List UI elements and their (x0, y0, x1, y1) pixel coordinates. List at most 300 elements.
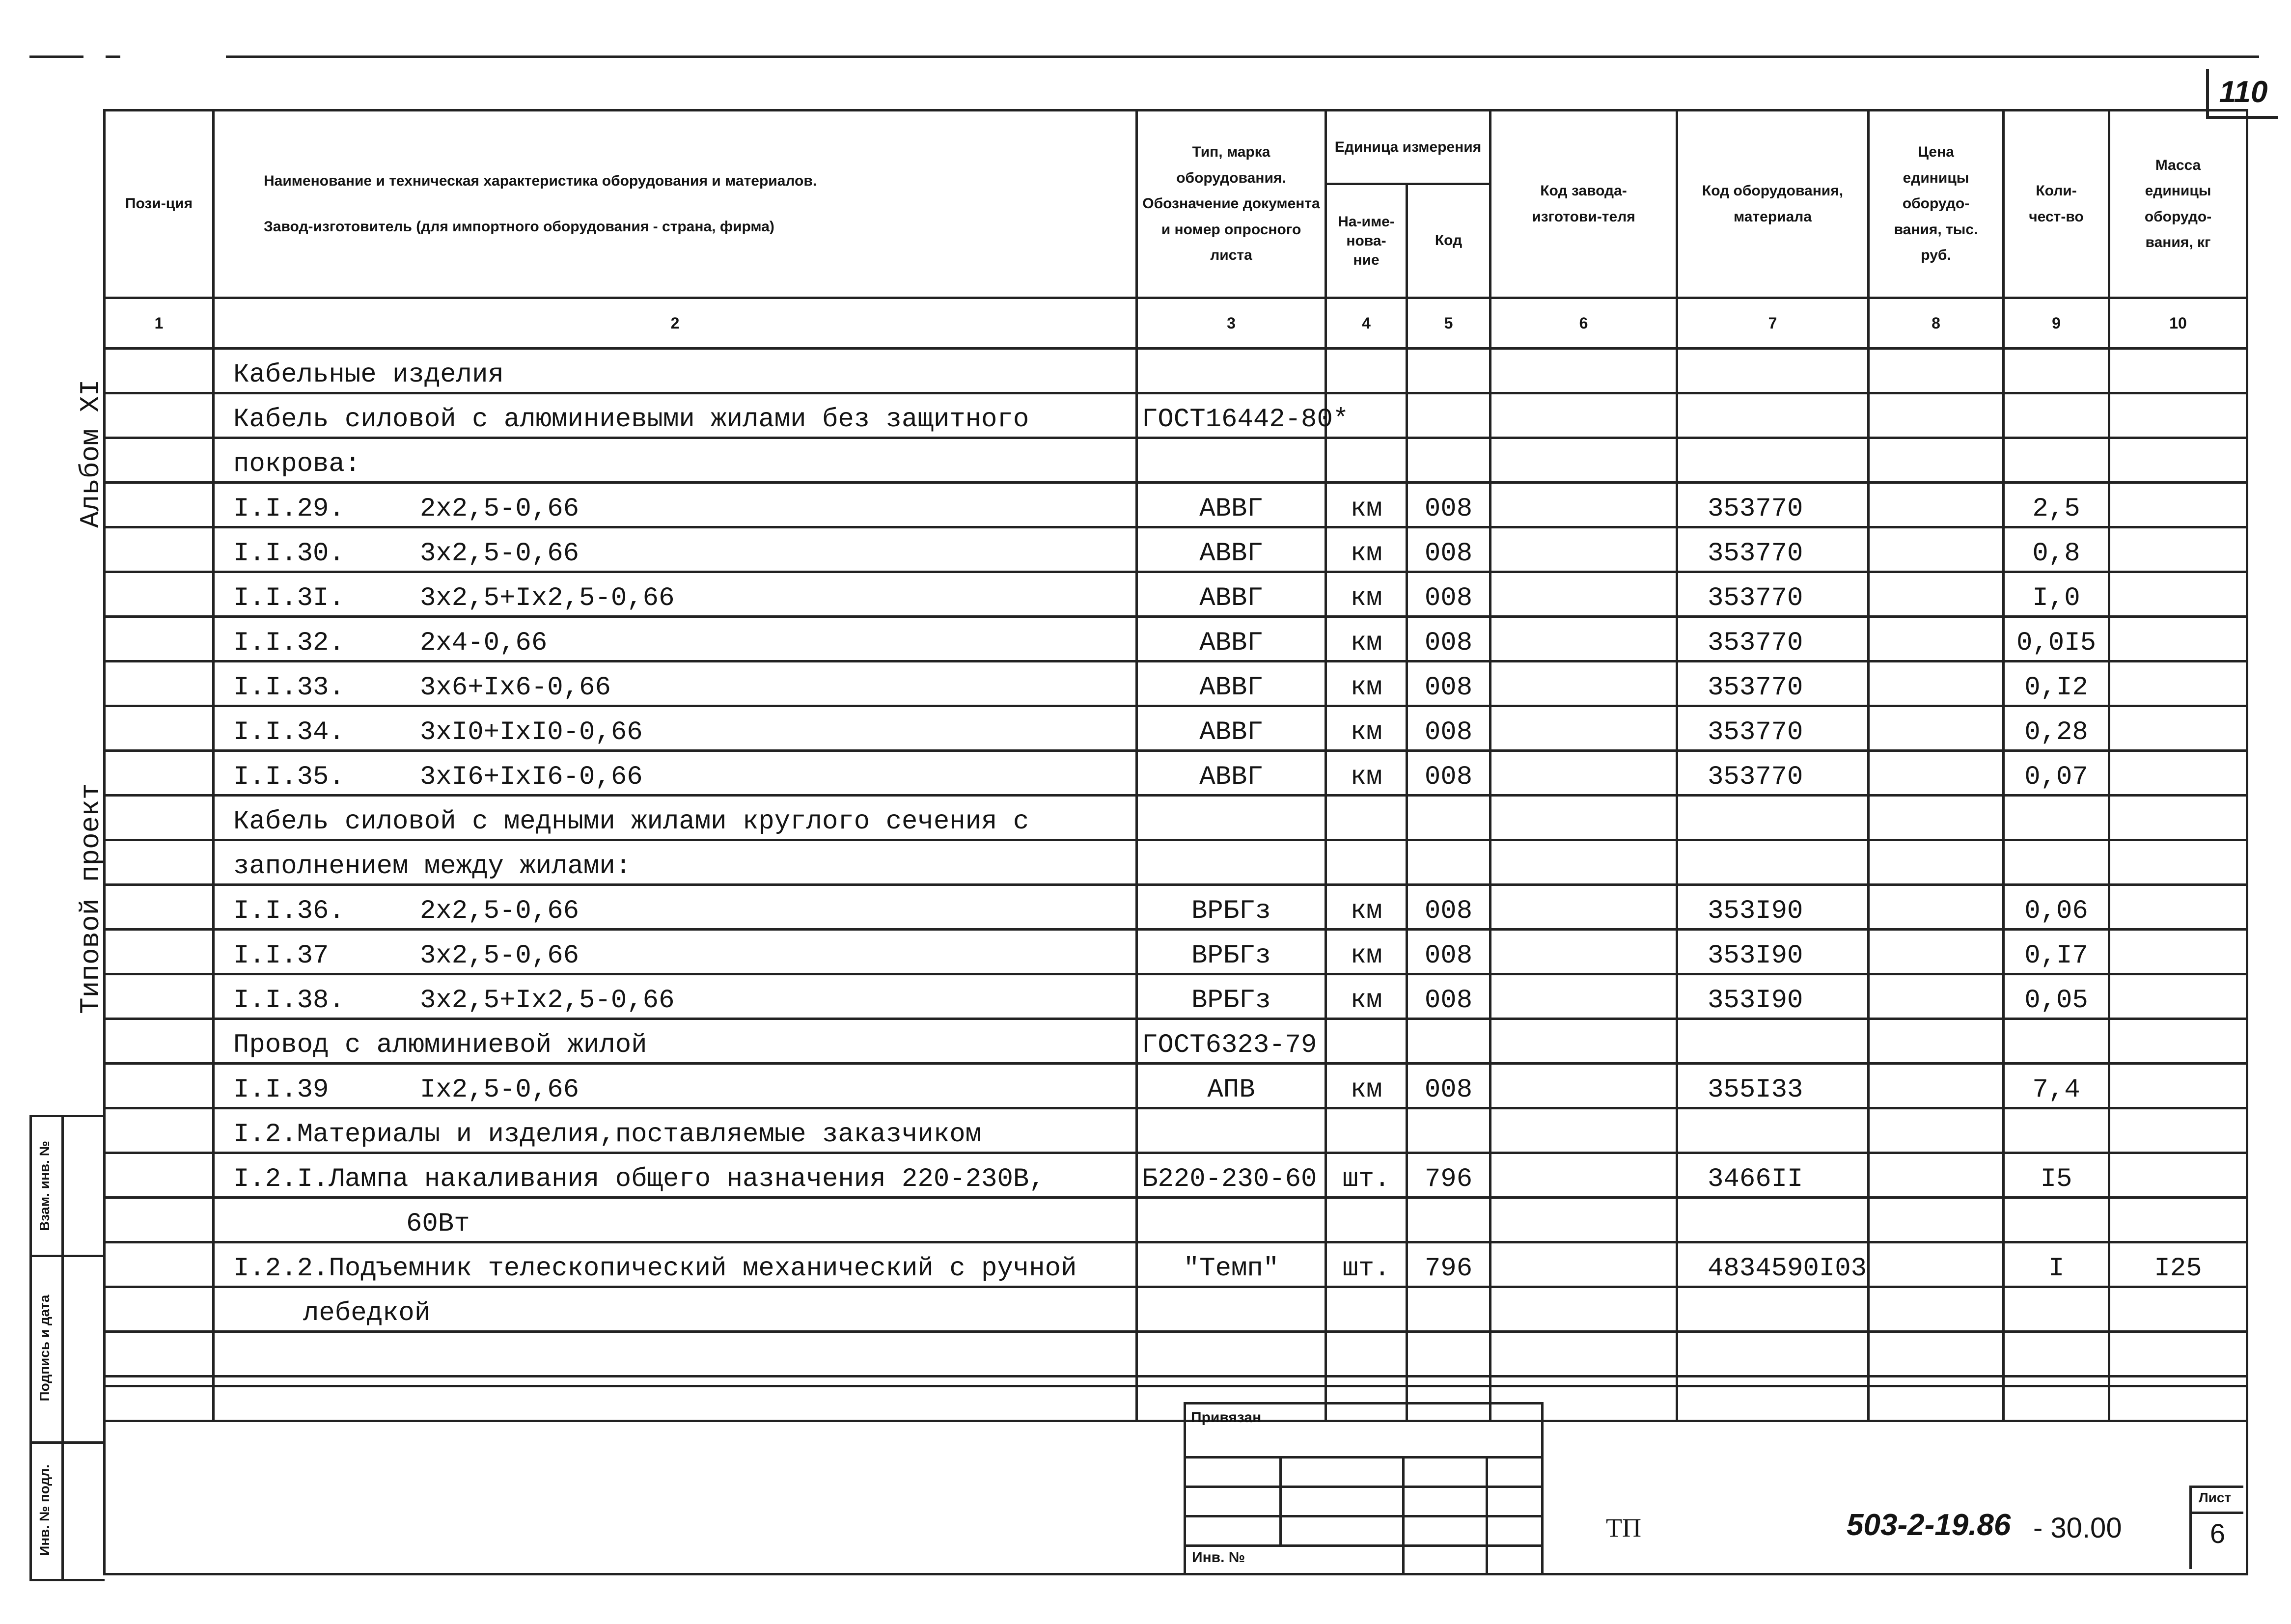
cell-quantity: 7,4 (2004, 1064, 2109, 1108)
stamp-column (29, 1115, 105, 1581)
header-position: Пози-ция (105, 110, 214, 298)
item-name: 2х2,5-0,66 (420, 896, 580, 926)
cell-unit: км (1326, 572, 1407, 617)
cell-material-code (1677, 1332, 1869, 1376)
cell-name: заполнением между жилами: (214, 840, 1137, 885)
cell-unit-code: 008 (1407, 1064, 1491, 1108)
cell-material-code: 3466II (1677, 1153, 1869, 1198)
list-box (2189, 1486, 2243, 1569)
header-price: Цена единицы оборудо-вания, тыс. руб. (1869, 110, 2004, 298)
table-row (105, 1108, 2247, 1153)
cell-name: Провод с алюминиевой жилой (214, 1019, 1137, 1064)
cell-name (214, 527, 1137, 572)
col-num: 6 (1491, 298, 1677, 349)
cell-unit-code: 008 (1407, 885, 1491, 930)
cell-mass (2109, 661, 2247, 706)
col-num: 10 (2109, 298, 2247, 349)
header-mass: Масса единицы оборудо-вания, кг (2109, 110, 2247, 298)
table-row (105, 572, 2247, 617)
cell-unit (1326, 1287, 1407, 1332)
col-num: 9 (2004, 298, 2109, 349)
cell-position (105, 438, 214, 483)
cell-position (105, 796, 214, 840)
cell-position (105, 1332, 214, 1376)
list-number: 6 (2209, 1518, 2226, 1549)
cell-quantity (2004, 1332, 2109, 1376)
cell-name (214, 751, 1137, 796)
cell-price (1869, 930, 2004, 974)
cell-position (105, 1287, 214, 1332)
table-row (105, 930, 2247, 974)
cell-price (1869, 393, 2004, 438)
cell-type (1137, 1287, 1326, 1332)
cell-name: Кабель силовой с медными жилами круглого сечения с (214, 796, 1137, 840)
cell-name (214, 661, 1137, 706)
header-plant-code: Код завода-изготови-теля (1491, 110, 1677, 298)
cell-material-code: 353I90 (1677, 885, 1869, 930)
cell-mass (2109, 840, 2247, 885)
table-row (105, 349, 2247, 393)
cell-price (1869, 527, 2004, 572)
item-position: I.I.37 (233, 941, 329, 971)
table-row (105, 617, 2247, 661)
cell-price (1869, 572, 2004, 617)
cell-material-code (1677, 438, 1869, 483)
header-name (214, 110, 1137, 298)
cell-quantity: 0,I2 (2004, 661, 2109, 706)
cell-plant-code (1491, 527, 1677, 572)
cell-type (1137, 796, 1326, 840)
cell-plant-code (1491, 930, 1677, 974)
item-position: I.I.3I. (233, 583, 345, 613)
col-num: 2 (214, 298, 1137, 349)
cell-quantity (2004, 393, 2109, 438)
cell-mass (2109, 706, 2247, 751)
item-position: I.I.36. (233, 896, 345, 926)
item-position: I.I.29. (233, 494, 345, 524)
cell-name: лебедкой (214, 1287, 1137, 1332)
cell-plant-code (1491, 1019, 1677, 1064)
album-label: Альбом XI (75, 379, 107, 528)
cell-position (105, 885, 214, 930)
cell-material-code: 4834590I03 (1677, 1242, 1869, 1287)
cell-mass (2109, 572, 2247, 617)
cell-plant-code (1491, 661, 1677, 706)
cell-mass (2109, 930, 2247, 974)
table-row (105, 1064, 2247, 1108)
cell-type: АВВГ (1137, 527, 1326, 572)
cell-mass (2109, 1287, 2247, 1332)
stamp-podpis-label: Подпись и дата (37, 1294, 52, 1402)
cell-type: ВРБГз (1137, 930, 1326, 974)
cell-quantity: 0,I7 (2004, 930, 2109, 974)
cell-quantity (2004, 349, 2109, 393)
cell-unit-code: 008 (1407, 974, 1491, 1019)
cell-unit-code (1407, 393, 1491, 438)
cell-name: Кабель силовой с алюминиевыми жилами без защитного (214, 393, 1137, 438)
cell-position (105, 1198, 214, 1242)
cell-unit-code: 008 (1407, 483, 1491, 527)
cell-mass (2109, 885, 2247, 930)
cell-mass (2109, 1019, 2247, 1064)
cell-mass (2109, 483, 2247, 527)
cell-type (1137, 1198, 1326, 1242)
cell-plant-code (1491, 796, 1677, 840)
cell-type: ВРБГз (1137, 974, 1326, 1019)
col-num: 4 (1326, 298, 1407, 349)
table-row (105, 527, 2247, 572)
cell-position (105, 974, 214, 1019)
cell-position (105, 349, 214, 393)
header-unit: Единица измерения (1326, 110, 1491, 184)
header-unit-code: Код (1407, 184, 1491, 298)
cell-plant-code (1491, 1108, 1677, 1153)
cell-mass: I25 (2109, 1242, 2247, 1287)
cell-mass (2109, 796, 2247, 840)
item-name: 3хI0+IхI0-0,66 (420, 717, 643, 747)
cell-mass (2109, 1198, 2247, 1242)
table-row (105, 706, 2247, 751)
project-label: Типовой проект (75, 783, 107, 1014)
table-row (105, 1332, 2247, 1376)
table-row (105, 438, 2247, 483)
item-position: I.I.32. (233, 628, 345, 658)
cell-unit: км (1326, 706, 1407, 751)
cell-name (214, 974, 1137, 1019)
cell-unit-code: 008 (1407, 751, 1491, 796)
cell-position (105, 751, 214, 796)
cell-quantity: 0,0I5 (2004, 617, 2109, 661)
cell-material-code (1677, 1287, 1869, 1332)
cell-unit: км (1326, 617, 1407, 661)
cell-type: ГОСТ16442-80* (1137, 393, 1326, 438)
cell-material-code: 353770 (1677, 751, 1869, 796)
cell-quantity (2004, 1108, 2109, 1153)
cell-price (1869, 349, 2004, 393)
col-num: 8 (1869, 298, 2004, 349)
cell-unit: км (1326, 527, 1407, 572)
col-num: 7 (1677, 298, 1869, 349)
cell-material-code (1677, 796, 1869, 840)
cell-type: ГОСТ6323-79 (1137, 1019, 1326, 1064)
table-row (105, 885, 2247, 930)
cell-name (214, 706, 1137, 751)
stamp-inv-label: Инв. № подл. (37, 1464, 52, 1556)
cell-unit-code (1407, 349, 1491, 393)
cell-mass (2109, 393, 2247, 438)
cell-unit-code: 008 (1407, 930, 1491, 974)
cell-material-code (1677, 840, 1869, 885)
cell-mass (2109, 1064, 2247, 1108)
privyazan-label: Привязан (1191, 1409, 1262, 1426)
cell-price (1869, 1287, 2004, 1332)
cell-type: Б220-230-60 (1137, 1153, 1326, 1198)
cell-price (1869, 796, 2004, 840)
cell-plant-code (1491, 483, 1677, 527)
table-row (105, 1198, 2247, 1242)
cell-unit-code (1407, 1198, 1491, 1242)
table-row (105, 1019, 2247, 1064)
cell-quantity (2004, 1287, 2109, 1332)
cell-price (1869, 483, 2004, 527)
table-row (105, 393, 2247, 438)
cell-unit: км (1326, 483, 1407, 527)
cell-unit: км (1326, 751, 1407, 796)
table-row (105, 661, 2247, 706)
cell-position (105, 1242, 214, 1287)
table-row (105, 751, 2247, 796)
cell-unit: км (1326, 930, 1407, 974)
cell-type: "Темп" (1137, 1242, 1326, 1287)
cell-unit-code: 008 (1407, 661, 1491, 706)
cell-material-code: 353770 (1677, 527, 1869, 572)
item-position: I.I.34. (233, 717, 345, 747)
cell-quantity: 0,07 (2004, 751, 2109, 796)
cell-unit-code (1407, 840, 1491, 885)
cell-quantity: 0,05 (2004, 974, 2109, 1019)
cell-price (1869, 1332, 2004, 1376)
sheet-number-top: 110 (2206, 69, 2278, 119)
cell-plant-code (1491, 438, 1677, 483)
cell-name (214, 1064, 1137, 1108)
cell-plant-code (1491, 706, 1677, 751)
cell-plant-code (1491, 840, 1677, 885)
cell-material-code: 353770 (1677, 706, 1869, 751)
col-num: 5 (1407, 298, 1491, 349)
cell-material-code (1677, 1019, 1869, 1064)
cell-material-code (1677, 393, 1869, 438)
cell-price (1869, 1198, 2004, 1242)
cell-type (1137, 438, 1326, 483)
cell-mass (2109, 438, 2247, 483)
cell-quantity: I5 (2004, 1153, 2109, 1198)
cell-quantity: I,0 (2004, 572, 2109, 617)
cell-price (1869, 840, 2004, 885)
cell-type: ВРБГз (1137, 885, 1326, 930)
cell-position (105, 661, 214, 706)
cell-mass (2109, 349, 2247, 393)
header-material-code: Код оборудования, материала (1677, 110, 1869, 298)
cell-position (105, 1019, 214, 1064)
item-name: 3х2,5+Iх2,5-0,66 (420, 583, 675, 613)
cell-name: Кабельные изделия (214, 349, 1137, 393)
item-name: 3хI6+IхI6-0,66 (420, 762, 643, 792)
cell-plant-code (1491, 1064, 1677, 1108)
stamp-vzam-label: Взам. инв. № (37, 1141, 52, 1231)
cell-mass (2109, 974, 2247, 1019)
item-position: I.I.39 (233, 1075, 329, 1105)
cell-material-code: 355I33 (1677, 1064, 1869, 1108)
item-name: 3х2,5-0,66 (420, 941, 580, 971)
cell-name (214, 572, 1137, 617)
cell-price (1869, 885, 2004, 930)
cell-quantity (2004, 438, 2109, 483)
cell-price (1869, 706, 2004, 751)
cell-material-code (1677, 1108, 1869, 1153)
cell-type (1137, 840, 1326, 885)
cell-mass (2109, 1332, 2247, 1376)
header-quantity: Коли-чест-во (2004, 110, 2109, 298)
cell-unit (1326, 1108, 1407, 1153)
cell-unit (1326, 1332, 1407, 1376)
cell-price (1869, 1153, 2004, 1198)
cell-type (1137, 349, 1326, 393)
header-unit-name: На-име-нова-ние (1326, 184, 1407, 298)
title-block-frame (103, 1385, 2248, 1575)
cell-mass (2109, 1153, 2247, 1198)
item-position: I.I.33. (233, 673, 345, 703)
cell-type: АВВГ (1137, 483, 1326, 527)
cell-position (105, 930, 214, 974)
cell-quantity (2004, 796, 2109, 840)
cell-name (214, 885, 1137, 930)
cell-unit-code (1407, 1287, 1491, 1332)
cell-material-code: 353770 (1677, 617, 1869, 661)
cell-unit (1326, 438, 1407, 483)
cell-material-code: 353770 (1677, 483, 1869, 527)
cell-type: АВВГ (1137, 572, 1326, 617)
cell-quantity (2004, 1019, 2109, 1064)
cell-position (105, 572, 214, 617)
cell-unit-code (1407, 438, 1491, 483)
cell-mass (2109, 617, 2247, 661)
cell-price (1869, 974, 2004, 1019)
cell-name (214, 483, 1137, 527)
cell-plant-code (1491, 1153, 1677, 1198)
cell-name: I.2.Материалы и изделия,поставляемые заказчиком (214, 1108, 1137, 1153)
column-numbers-row (105, 298, 2247, 349)
privyazan-block (1184, 1402, 1544, 1573)
cell-type: АВВГ (1137, 617, 1326, 661)
cell-price (1869, 438, 2004, 483)
col-num: 3 (1137, 298, 1326, 349)
cell-unit: км (1326, 1064, 1407, 1108)
doc-suffix: - 30.00 (2033, 1512, 2122, 1544)
cell-material-code (1677, 349, 1869, 393)
cell-quantity: 2,5 (2004, 483, 2109, 527)
cell-mass (2109, 527, 2247, 572)
cell-plant-code (1491, 1198, 1677, 1242)
cell-material-code (1677, 1198, 1869, 1242)
cell-position (105, 483, 214, 527)
cell-name: 60Вт (214, 1198, 1137, 1242)
cell-plant-code (1491, 751, 1677, 796)
cell-quantity: I (2004, 1242, 2109, 1287)
cell-type: АВВГ (1137, 751, 1326, 796)
list-label: Лист (2199, 1490, 2232, 1505)
top-rule-dash (106, 55, 120, 58)
cell-quantity (2004, 1198, 2109, 1242)
spec-table (103, 109, 2248, 1422)
cell-unit-code (1407, 1108, 1491, 1153)
table-row (105, 1287, 2247, 1332)
cell-material-code: 353I90 (1677, 930, 1869, 974)
cell-type: АВВГ (1137, 706, 1326, 751)
item-name: 2х4-0,66 (420, 628, 548, 658)
cell-unit: км (1326, 885, 1407, 930)
cell-type: АВВГ (1137, 661, 1326, 706)
cell-material-code: 353I90 (1677, 974, 1869, 1019)
table-row (105, 483, 2247, 527)
cell-plant-code (1491, 572, 1677, 617)
item-position: I.I.30. (233, 539, 345, 569)
tp-label: ТП (1606, 1513, 1641, 1542)
cell-position (105, 617, 214, 661)
cell-position (105, 393, 214, 438)
inv-no-label: Инв. № (1192, 1549, 1245, 1566)
table-row (105, 1153, 2247, 1198)
table-row (105, 1242, 2247, 1287)
cell-unit-code: 796 (1407, 1242, 1491, 1287)
cell-price (1869, 1019, 2004, 1064)
header-name-line1: Наименование и техническая характеристика оборудования и материалов. (264, 173, 817, 189)
cell-type (1137, 1332, 1326, 1376)
cell-price (1869, 661, 2004, 706)
cell-plant-code (1491, 1332, 1677, 1376)
cell-plant-code (1491, 393, 1677, 438)
item-name: 3х2,5-0,66 (420, 539, 580, 569)
cell-name: покрова: (214, 438, 1137, 483)
cell-price (1869, 1108, 2004, 1153)
cell-unit-code (1407, 796, 1491, 840)
cell-unit-code: 008 (1407, 572, 1491, 617)
table-row (105, 840, 2247, 885)
cell-price (1869, 751, 2004, 796)
cell-unit-code: 008 (1407, 527, 1491, 572)
cell-price (1869, 617, 2004, 661)
cell-price (1869, 1064, 2004, 1108)
item-position: I.I.38. (233, 986, 345, 1016)
cell-position (105, 1108, 214, 1153)
table-row (105, 796, 2247, 840)
header-name-line2: Завод-изготовитель (для импортного оборудования - страна, фирма) (264, 218, 774, 235)
cell-unit-code (1407, 1019, 1491, 1064)
cell-quantity: 0,8 (2004, 527, 2109, 572)
doc-code: 503-2-19.86 (1847, 1508, 2011, 1542)
cell-mass (2109, 1108, 2247, 1153)
item-name: 3х6+Iх6-0,66 (420, 673, 611, 703)
cell-unit: км (1326, 661, 1407, 706)
cell-plant-code (1491, 1287, 1677, 1332)
cell-quantity: 0,28 (2004, 706, 2109, 751)
cell-position (105, 1153, 214, 1198)
cell-unit: шт. (1326, 1153, 1407, 1198)
cell-material-code: 353770 (1677, 661, 1869, 706)
cell-unit (1326, 796, 1407, 840)
item-name: 2х2,5-0,66 (420, 494, 580, 524)
cell-unit-code: 008 (1407, 617, 1491, 661)
cell-plant-code (1491, 974, 1677, 1019)
cell-type: АПВ (1137, 1064, 1326, 1108)
header-type: Тип, марка оборудования. Обозначение документа и номер опросного листа (1137, 110, 1326, 298)
item-name: 3х2,5+Iх2,5-0,66 (420, 986, 675, 1016)
top-rule-main (226, 55, 2259, 58)
cell-unit: км (1326, 974, 1407, 1019)
cell-plant-code (1491, 617, 1677, 661)
cell-unit (1326, 1019, 1407, 1064)
cell-position (105, 840, 214, 885)
cell-name (214, 1332, 1137, 1376)
item-name: Iх2,5-0,66 (420, 1075, 580, 1105)
cell-plant-code (1491, 885, 1677, 930)
col-num: 1 (105, 298, 214, 349)
cell-mass (2109, 751, 2247, 796)
cell-unit (1326, 349, 1407, 393)
cell-unit-code: 796 (1407, 1153, 1491, 1198)
cell-unit (1326, 1198, 1407, 1242)
cell-name: I.2.2.Подъемник телескопический механический с ручной (214, 1242, 1137, 1287)
cell-name (214, 617, 1137, 661)
